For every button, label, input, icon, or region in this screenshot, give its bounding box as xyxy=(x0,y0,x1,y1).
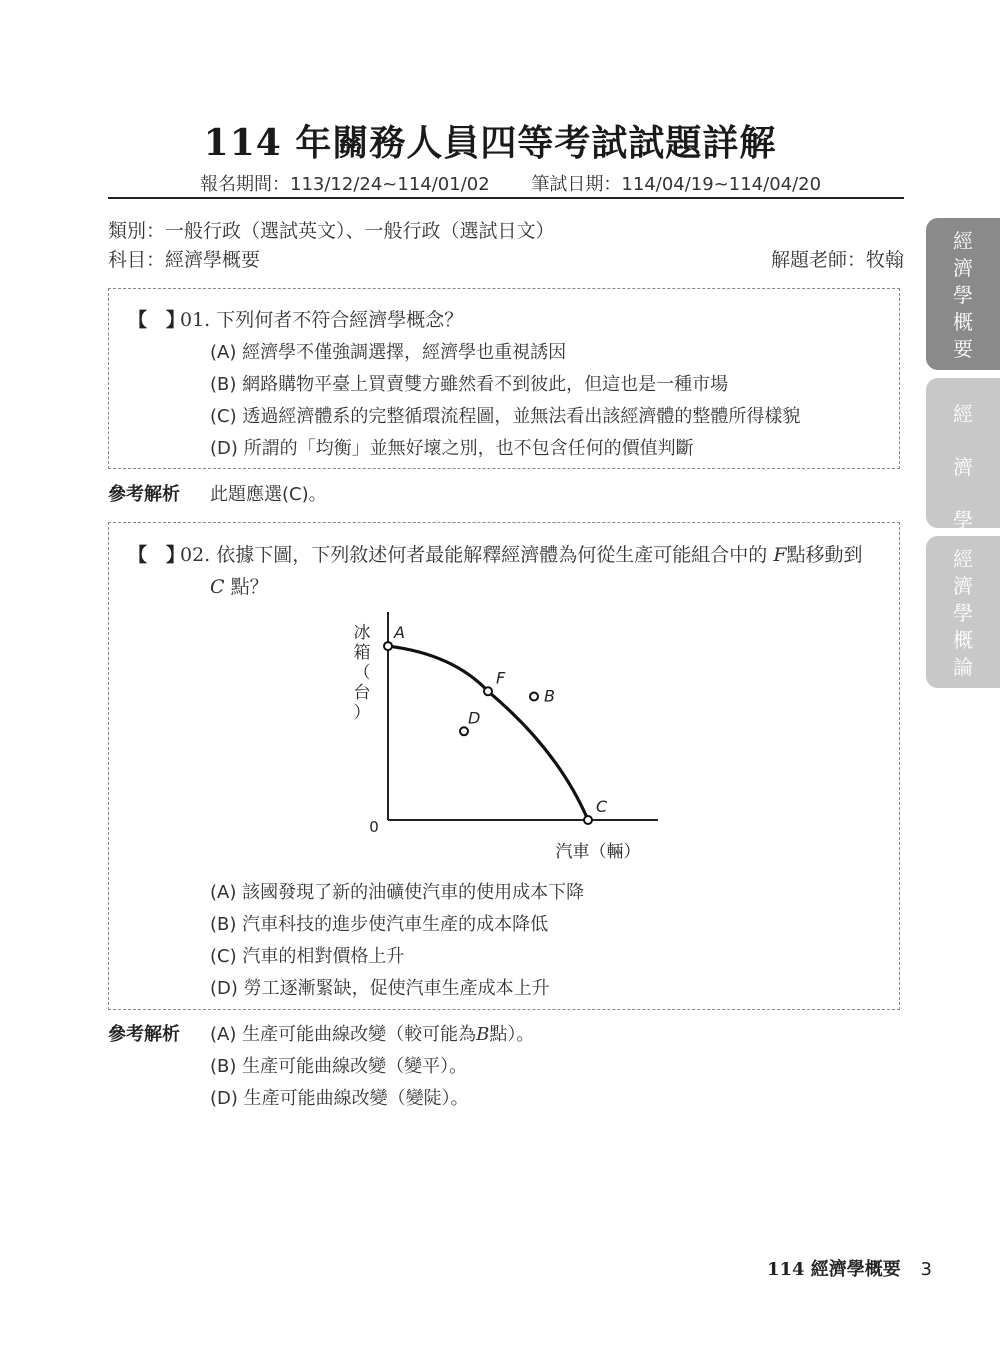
question-text-end: 點？ xyxy=(230,576,269,598)
answer-label: 參考解析 xyxy=(108,484,180,505)
answer-bracket: 【 】 xyxy=(128,309,186,331)
point-d xyxy=(460,727,468,735)
exam-category: 類別：一般行政（選試英文）、一般行政（選試日文） xyxy=(108,220,555,242)
point-c xyxy=(584,816,592,824)
teacher-name: 解題老師：牧翰 xyxy=(770,249,904,271)
y-axis-label-char: 箱 xyxy=(353,643,371,663)
side-tab-char: 概 xyxy=(953,310,973,334)
ppf-chart xyxy=(340,612,660,862)
question-1-stem xyxy=(180,305,463,332)
question-text: 依據下圖，下列敘述何者最能解釋經濟體為何從生產可能組合中的 xyxy=(216,544,768,566)
point-b-ref: B xyxy=(476,1024,490,1045)
side-tab-char: 經 xyxy=(953,402,973,426)
q2-option-b: (B) 汽車科技的進步使汽車生產的成本降低 xyxy=(210,914,549,935)
side-tab-char: 經 xyxy=(953,229,973,253)
side-tab-char: 學 xyxy=(953,508,973,532)
q1-option-c: (C) 透過經濟體系的完整循環流程圖，並無法看出該經濟體的整體所得樣貌 xyxy=(210,406,801,427)
page-number: 3 xyxy=(920,1259,932,1280)
q2-answer-b: (B) 生產可能曲線改變（變平）。 xyxy=(210,1056,468,1077)
point-label-a: A xyxy=(394,623,405,643)
side-tab-economics[interactable] xyxy=(926,378,1000,532)
q1-option-d: (D) 所謂的「均衡」並無好壞之別，也不包含任何的價值判斷 xyxy=(210,438,694,459)
side-tab-economics-theory[interactable] xyxy=(926,536,1000,688)
point-b xyxy=(530,693,538,701)
side-tab-char: 論 xyxy=(953,655,973,679)
point-c-ref: C xyxy=(210,576,225,598)
y-axis-label-char: ） xyxy=(353,703,371,723)
answer-text-end: 點）。 xyxy=(489,1024,535,1045)
q2-answer-d: (D) 生產可能曲線改變（變陡）。 xyxy=(210,1088,469,1109)
header-divider xyxy=(108,197,904,199)
page-title: 114 年關務人員四等考試試題詳解 xyxy=(203,122,777,164)
side-tab-char: 要 xyxy=(953,337,973,361)
side-tab-char: 經 xyxy=(953,547,973,571)
point-f-ref: F xyxy=(773,544,787,566)
q1-option-b: (B) 網路購物平臺上買賣雙方雖然看不到彼此，但這也是一種市場 xyxy=(210,374,729,395)
book-title: 114 經濟學概要 xyxy=(766,1259,901,1280)
point-f xyxy=(484,687,492,695)
question-2-stem-line2 xyxy=(210,572,269,599)
question-number: 01. xyxy=(180,309,211,331)
answer-bracket: 【 】 xyxy=(128,544,186,566)
point-label-d: D xyxy=(468,708,481,728)
side-tab-char: 學 xyxy=(953,601,973,625)
exam-dates xyxy=(200,170,821,196)
exam-date: 筆試日期：114/04/19~114/04/20 xyxy=(531,174,822,195)
answer-text: (A) 生產可能曲線改變（較可能為 xyxy=(210,1024,477,1045)
side-tab-char: 學 xyxy=(953,283,973,307)
ppf-curve xyxy=(388,646,588,820)
answer-label: 參考解析 xyxy=(108,1024,180,1045)
x-axis-label: 汽車（輛） xyxy=(555,842,641,862)
y-axis-label-char: 冰 xyxy=(353,623,371,643)
y-axis-label-char: （ xyxy=(353,663,371,683)
side-tab-char: 濟 xyxy=(953,574,973,598)
point-label-b: B xyxy=(544,686,555,706)
point-label-c: C xyxy=(596,797,608,816)
q1-answer: 此題應選(C)。 xyxy=(210,484,327,505)
q1-option-a: (A) 經濟學不僅強調選擇，經濟學也重視誘因 xyxy=(210,342,567,363)
page-footer xyxy=(767,1255,932,1281)
question-number: 02. xyxy=(180,544,211,566)
q2-answer-a xyxy=(210,1020,534,1046)
q2-option-d: (D) 勞工逐漸緊缺，促使汽車生產成本上升 xyxy=(210,978,550,999)
side-tab-char: 概 xyxy=(953,628,973,652)
side-tab-char: 濟 xyxy=(953,256,973,280)
q2-option-c: (C) 汽車的相對價格上升 xyxy=(210,946,405,967)
origin-label: 0 xyxy=(369,818,379,836)
point-a xyxy=(384,642,392,650)
registration-period: 報名期間：113/12/24~114/01/02 xyxy=(200,174,490,195)
question-text-cont: 點移動到 xyxy=(786,544,863,566)
question-2-stem xyxy=(180,540,863,567)
question-text: 下列何者不符合經濟學概念？ xyxy=(216,309,464,331)
point-label-f: F xyxy=(496,668,506,688)
side-tab-economics-summary[interactable] xyxy=(926,218,1000,370)
exam-subject: 科目：經濟學概要 xyxy=(108,249,261,271)
y-axis-label-char: 台 xyxy=(353,683,371,703)
q2-option-a: (A) 該國發現了新的油礦使汽車的使用成本下降 xyxy=(210,882,585,903)
side-tab-char: 濟 xyxy=(953,455,973,479)
